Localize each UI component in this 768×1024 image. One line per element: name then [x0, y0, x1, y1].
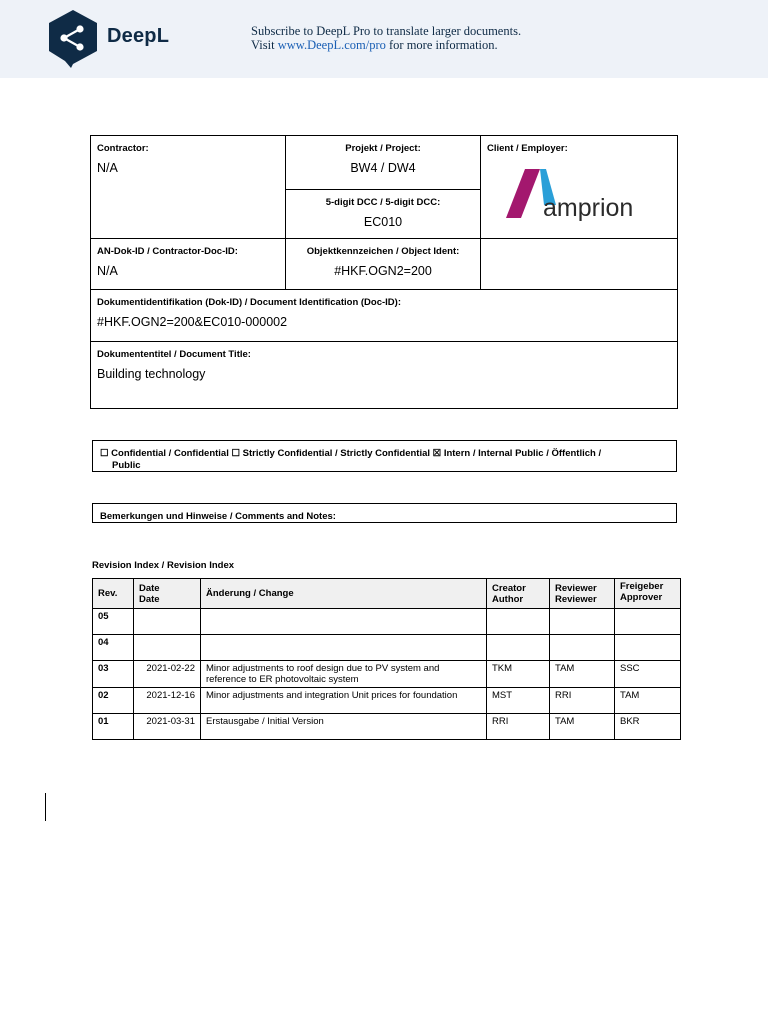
- doc-id-label: Dokumentidentifikation (Dok-ID) / Document Identification (Doc-ID):: [97, 297, 401, 308]
- change-cell-line-1: Erstausgabe / Initial Version: [206, 716, 324, 727]
- table-row: [93, 661, 681, 688]
- client-label: Client / Employer:: [487, 143, 568, 154]
- date-header-line-1: Date: [139, 582, 160, 594]
- date-cell: 2021-03-31: [134, 714, 201, 740]
- change-cell-line-1: Minor adjustments and integration Unit prices for foundation: [206, 690, 458, 701]
- rev-cell: 04: [93, 635, 134, 661]
- revision-table: [92, 578, 681, 740]
- rev-cell: 05: [93, 609, 134, 635]
- change-header: Änderung / Change: [201, 579, 487, 609]
- contractor-value: N/A: [97, 161, 118, 175]
- date-cell: 2021-02-22: [134, 661, 201, 688]
- rev-cell: 02: [93, 688, 134, 714]
- contractor-doc-id-label: AN-Dok-ID / Contractor-Doc-ID:: [97, 246, 238, 257]
- creator-cell: MST: [487, 688, 550, 714]
- reviewer-cell: RRI: [550, 688, 615, 714]
- doc-title-label: Dokumententitel / Document Title:: [97, 349, 251, 360]
- creator-cell: TKM: [487, 661, 550, 688]
- doc-title-cell: [91, 342, 677, 408]
- change-cell: [201, 609, 487, 635]
- banner-line-2-suffix: for more information.: [385, 38, 498, 52]
- reviewer-cell: TAM: [550, 714, 615, 740]
- comments-notes-label: Bemerkungen und Hinweise / Comments and Notes:: [100, 511, 336, 522]
- confidentiality-public-continuation: Public: [112, 460, 141, 471]
- change-cell: [201, 661, 487, 688]
- change-cell: [201, 635, 487, 661]
- banner-line-1: Subscribe to DeepL Pro to translate larger documents.: [251, 24, 522, 38]
- deepl-brand-name[interactable]: DeepL: [107, 25, 170, 47]
- empty-cell: [481, 239, 677, 290]
- contractor-doc-id-cell: [91, 239, 286, 290]
- change-cell-line-2: reference to ER photovoltaic system: [206, 674, 359, 685]
- rev-header: Rev.: [93, 579, 134, 609]
- reviewer-header: [550, 579, 615, 609]
- client-cell: [481, 136, 677, 239]
- creator-header: [487, 579, 550, 609]
- contractor-cell: [91, 136, 286, 239]
- date-cell: 2021-12-16: [134, 688, 201, 714]
- creator-cell: [487, 609, 550, 635]
- change-cell-line-1: Minor adjustments to roof design due to PV system and: [206, 663, 440, 674]
- approver-cell: [615, 609, 681, 635]
- project-value: BW4 / DW4: [350, 161, 416, 175]
- revision-header-row: [93, 579, 681, 609]
- reviewer-cell: TAM: [550, 661, 615, 688]
- text-cursor[interactable]: [45, 793, 46, 821]
- date-cell: [134, 609, 201, 635]
- confidentiality-options: ☐ Confidential / Confidential ☐ Strictly Confidential / Strictly Confidential ☒ Intern / Internal Public / Öffentlich /: [100, 448, 602, 459]
- table-row: [93, 688, 681, 714]
- doc-id-cell: [91, 290, 677, 342]
- object-ident-value: #HKF.OGN2=200: [334, 264, 432, 278]
- doc-title-value: Building technology: [97, 367, 206, 381]
- object-ident-cell: [286, 239, 481, 290]
- creator-cell: RRI: [487, 714, 550, 740]
- date-header-line-2: Date: [139, 593, 160, 605]
- document-header-table: [90, 135, 678, 409]
- banner-message: [251, 24, 521, 52]
- table-row: [93, 635, 681, 661]
- dcc-value: EC010: [363, 215, 403, 229]
- approver-cell: BKR: [615, 714, 681, 740]
- reviewer-cell: [550, 609, 615, 635]
- date-cell: [134, 635, 201, 661]
- banner-line-2: [251, 38, 521, 52]
- approver-cell: TAM: [615, 688, 681, 714]
- banner-line-2-prefix: Visit: [251, 38, 278, 52]
- date-header: [134, 579, 201, 609]
- approver-header-line-1: Freigeber: [620, 581, 664, 592]
- comments-notes-box: [92, 503, 677, 523]
- reviewer-header-line-2: Reviewer: [555, 593, 597, 605]
- change-cell: [201, 714, 487, 740]
- deepl-banner: [0, 0, 768, 78]
- approver-header: [615, 579, 681, 609]
- contractor-label: Contractor:: [97, 143, 149, 154]
- project-label: Projekt / Project:: [345, 143, 421, 154]
- change-cell: [201, 688, 487, 714]
- creator-header-line-1: Creator: [492, 582, 526, 594]
- rev-cell: 03: [93, 661, 134, 688]
- approver-cell: [615, 635, 681, 661]
- revision-index-title: Revision Index / Revision Index: [92, 560, 235, 571]
- doc-id-value: #HKF.OGN2=200&EC010-000002: [97, 315, 288, 329]
- dcc-label: 5-digit DCC / 5-digit DCC:: [325, 197, 441, 208]
- reviewer-header-line-1: Reviewer: [555, 582, 597, 594]
- deepl-pro-link[interactable]: www.DeepL.com/pro: [277, 38, 386, 52]
- confidentiality-box: [92, 440, 677, 472]
- object-ident-label: Objektkennzeichen / Object Ident:: [306, 246, 460, 257]
- approver-header-line-2: Approver: [620, 592, 663, 603]
- table-row: [93, 609, 681, 635]
- deepl-logo-icon[interactable]: [47, 9, 99, 69]
- creator-header-line-2: Author: [492, 593, 524, 605]
- reviewer-cell: [550, 635, 615, 661]
- contractor-doc-id-value: N/A: [97, 264, 118, 278]
- rev-cell: 01: [93, 714, 134, 740]
- dcc-cell: [286, 190, 481, 239]
- table-row: [93, 714, 681, 740]
- approver-cell: SSC: [615, 661, 681, 688]
- project-cell: [286, 136, 481, 190]
- creator-cell: [487, 635, 550, 661]
- amprion-logo-text: amprion: [543, 194, 634, 222]
